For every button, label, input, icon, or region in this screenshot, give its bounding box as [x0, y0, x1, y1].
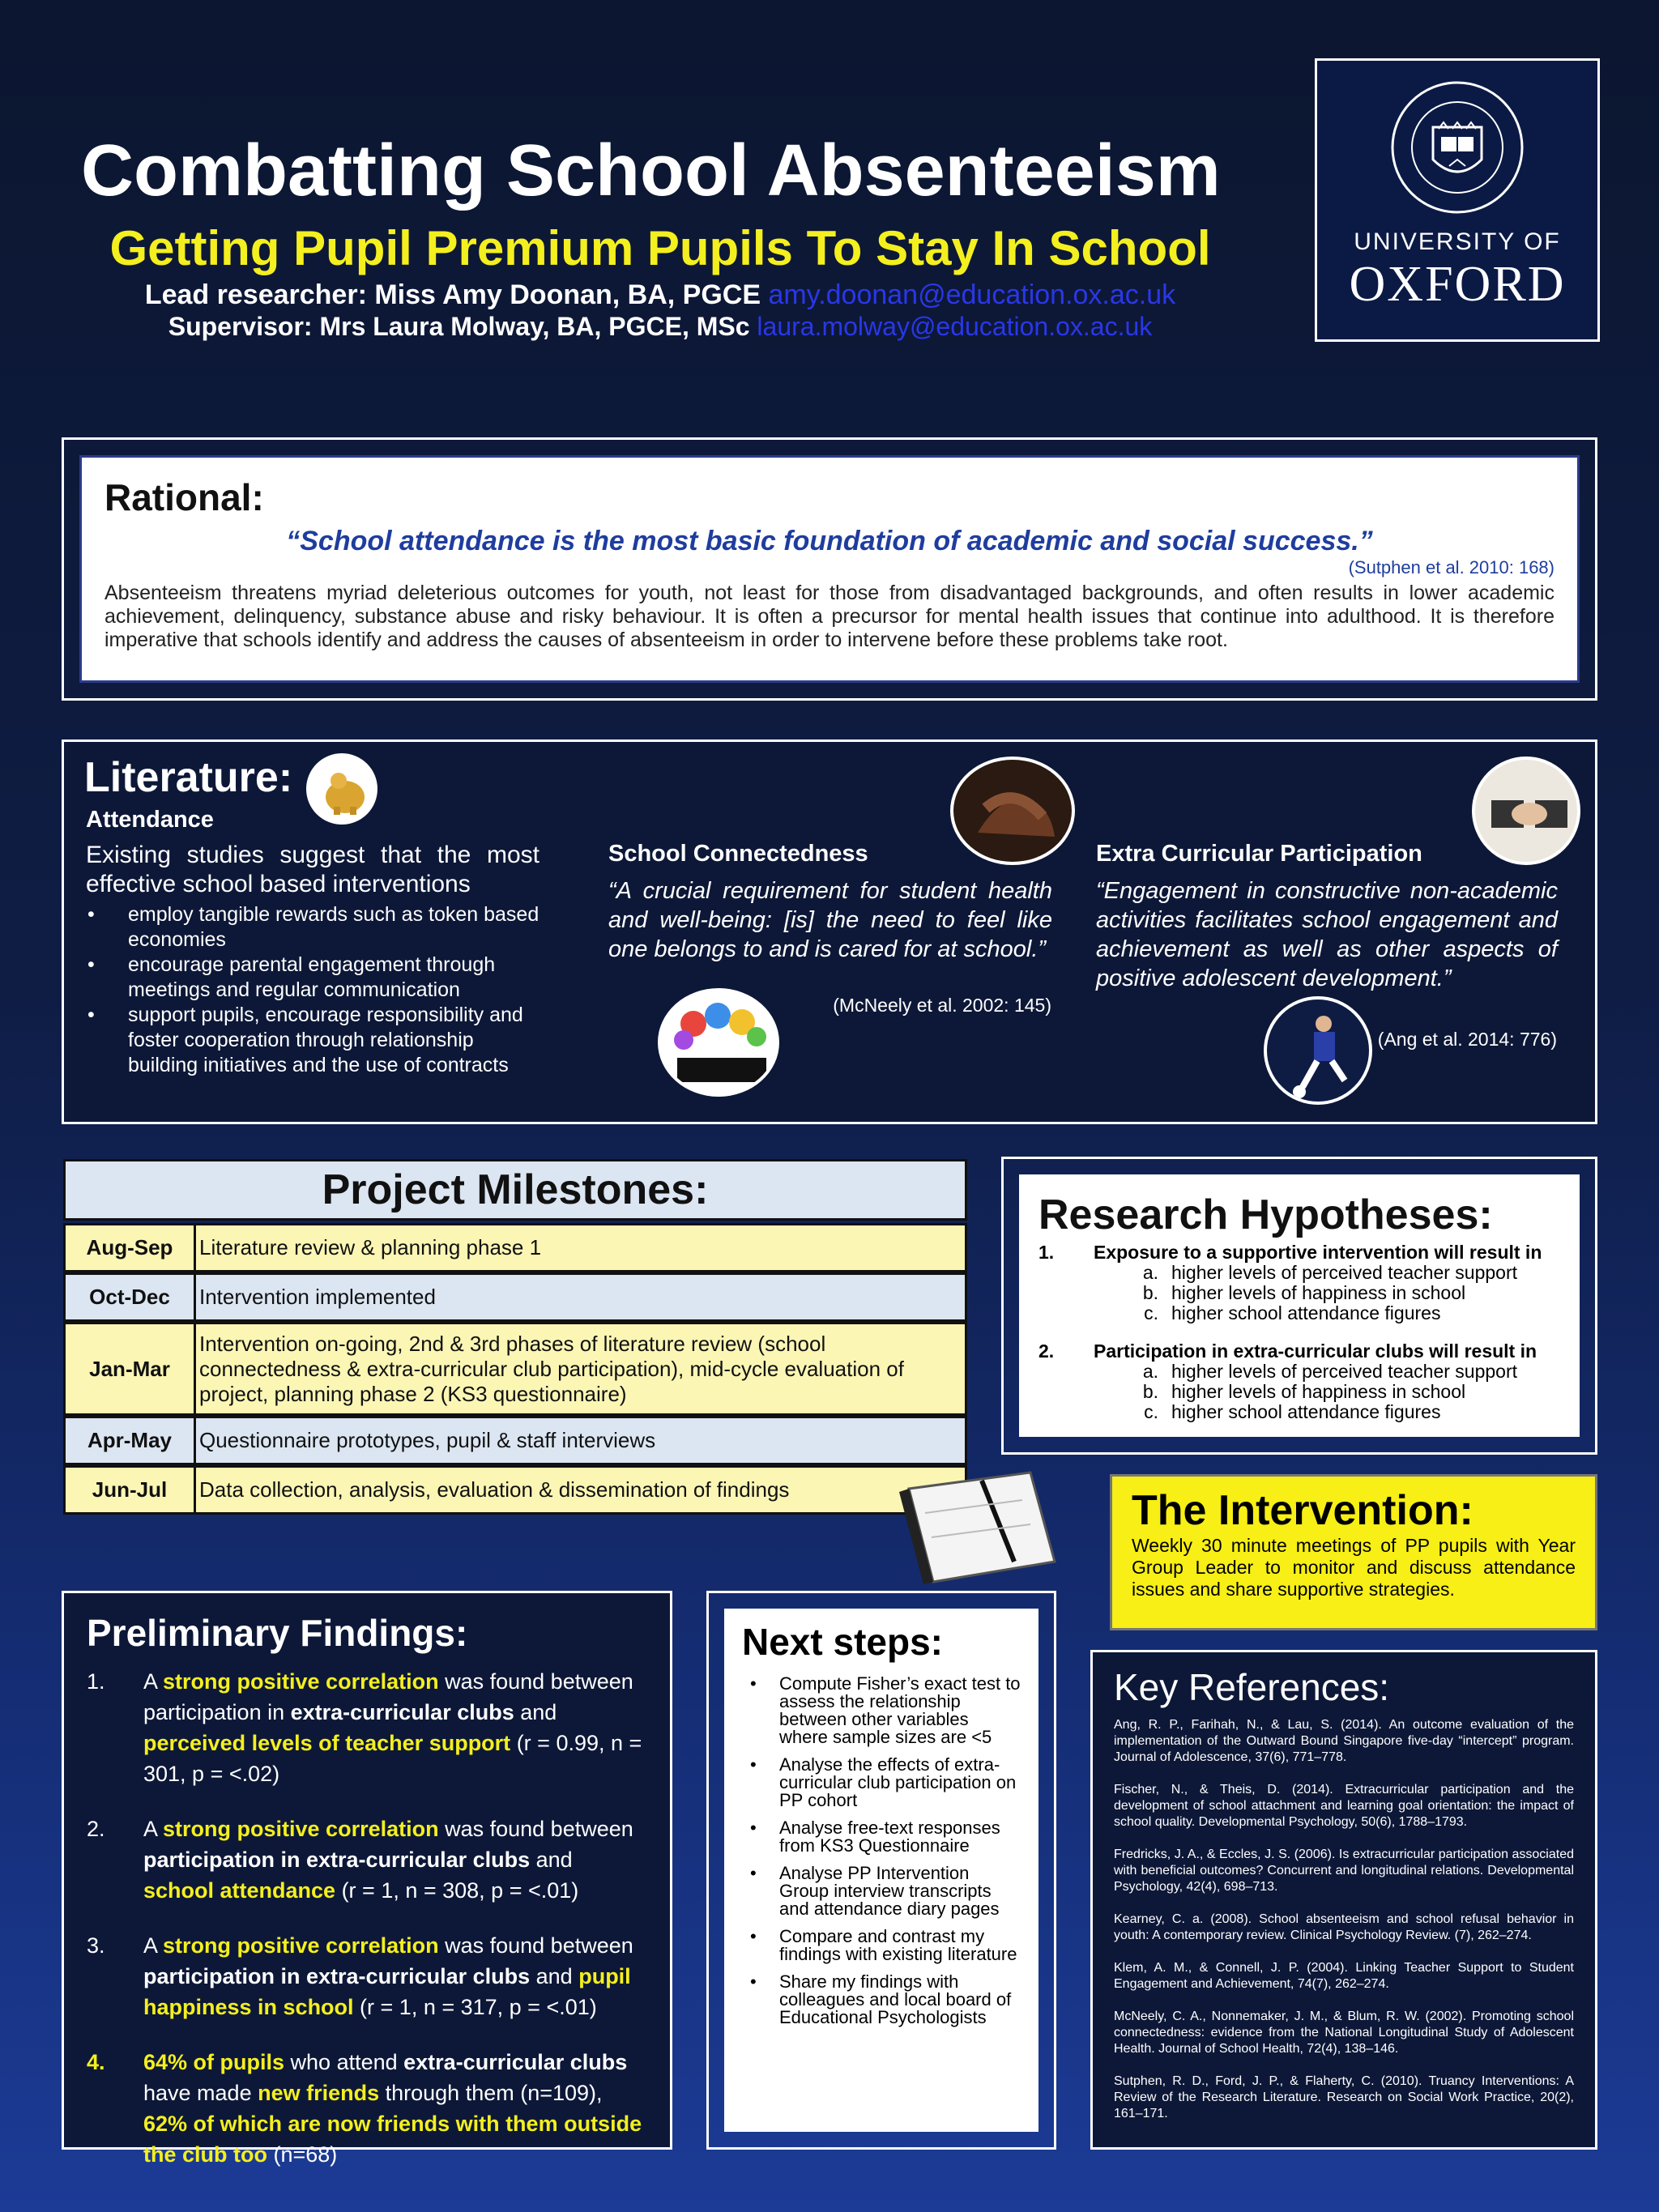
highlight-text: strong positive correlation — [163, 1669, 439, 1694]
rational-heading: Rational: — [104, 476, 264, 518]
milestone-text: Questionnaire prototypes, pupil & staff interviews — [199, 1428, 656, 1452]
hypothesis-sub — [1038, 1303, 1560, 1323]
reference-item: McNeely, C. A., Nonnemaker, J. M., & Blum, R. W. (2002). Promoting school connectedness: evidence from the National Longitudinal Study of Adolescent Health. Journal of School Health, 72(4), 138–146. — [1114, 2010, 1574, 2056]
finding-text — [143, 2047, 647, 2170]
text-run: was found between — [438, 1817, 633, 1841]
highlight-text: school attendance — [143, 1878, 336, 1903]
connectedness-quote: “A crucial requirement for student health and well-being: [is] the need to feel like one belongs to and is cared for at school.” — [608, 878, 1052, 962]
highlight-text: strong positive correlation — [163, 1817, 439, 1841]
text-run: A — [143, 1669, 164, 1694]
text-run: have made — [143, 2081, 258, 2105]
finding-item — [87, 2047, 647, 2170]
business-handshake-icon — [1472, 757, 1580, 865]
text-run: A — [143, 1933, 164, 1958]
milestone-date: Jun-Jul — [66, 1468, 196, 1512]
text-run: through them (n=109), — [379, 2081, 603, 2105]
extracurricular-quote: “Engagement in constructive non-academic activities facilitates school engagement and achievement as well as other aspects of positive adolescent development.” — [1096, 878, 1558, 991]
sub-text: higher school attendance figures — [1171, 1401, 1441, 1422]
stats-text: (n=68) — [267, 2142, 338, 2167]
hypothesis-text: Exposure to a supportive intervention will result in — [1094, 1242, 1542, 1263]
sub-letter: b. — [1142, 1282, 1158, 1303]
list-item: • Compare and contrast my findings with existing literature — [742, 1928, 1021, 1963]
text-run: A — [143, 1817, 164, 1841]
references-panel — [1090, 1650, 1597, 2150]
hypothesis-text: Participation in extra-curricular clubs will result in — [1094, 1340, 1537, 1362]
logo-line-oxford: OXFORD — [1349, 257, 1566, 312]
references-heading: Key References: — [1114, 1666, 1390, 1708]
text-run: was found between — [438, 1933, 633, 1958]
connectedness-citation: (McNeely et al. 2002: 145) — [833, 995, 1051, 1016]
next-steps-panel — [724, 1609, 1038, 2132]
highlight-text: 64% of pupils — [143, 2050, 285, 2074]
list-item: • Share my findings with colleagues and local board of Educational Psychologists — [742, 1973, 1021, 2027]
milestones-heading: Project Milestones: — [63, 1159, 967, 1221]
finding-number: 3. — [87, 1933, 105, 1958]
attendance-bullets — [86, 902, 539, 1078]
milestone-date: Aug-Sep — [66, 1225, 196, 1270]
rational-citation: (Sutphen et al. 2010: 168) — [1348, 557, 1555, 578]
discussion-group-icon — [658, 988, 779, 1097]
milestone-row — [63, 1272, 967, 1322]
reference-item: Kearney, C. a. (2008). School absenteeism and school refusal behavior in youth: A contemporary review. Clinical Psychology Review. (7), 262–274. — [1114, 1912, 1574, 1942]
milestone-row — [63, 1416, 967, 1465]
stats-text: (r = 1, n = 317, p = <.01) — [353, 1995, 597, 2019]
sub-text: higher levels of happiness in school — [1171, 1381, 1466, 1402]
hypotheses-heading: Research Hypotheses: — [1038, 1191, 1493, 1238]
hypothesis-sub — [1038, 1362, 1560, 1382]
finding-text — [143, 1813, 647, 1906]
sub-text: higher levels of happiness in school — [1171, 1282, 1466, 1303]
milestone-date: Oct-Dec — [66, 1275, 196, 1319]
hypothesis-sub — [1038, 1283, 1560, 1303]
bold-text: participation in extra-curricular clubs — [143, 1964, 531, 1988]
milestone-date: Apr-May — [66, 1418, 196, 1463]
hypothesis-item — [1038, 1242, 1560, 1263]
milestone-text: Data collection, analysis, evaluation & dissemination of findings — [199, 1477, 790, 1502]
oxford-seal-icon — [1388, 79, 1526, 216]
sub-text: higher school attendance figures — [1171, 1302, 1441, 1323]
piggy-bank-icon — [306, 753, 377, 825]
attendance-intro: Existing studies suggest that the most effective school based interventions — [86, 842, 539, 897]
milestone-text: Intervention implemented — [199, 1285, 436, 1309]
highlight-text: 62% of which are now friends with them outside the club too — [143, 2112, 642, 2167]
list-item: • Analyse free-text responses from KS3 Questionnaire — [742, 1819, 1021, 1855]
supervisor-label: Supervisor: Mrs Laura Molway, BA, PGCE, MSc — [168, 312, 750, 341]
text-run: and — [530, 1848, 573, 1872]
rational-quote: “School attendance is the most basic foundation of academic and social success.” — [286, 526, 1373, 556]
milestone-row — [63, 1322, 967, 1416]
attendance-title: Attendance — [86, 807, 214, 833]
highlight-text: new friends — [258, 2081, 380, 2105]
milestone-text: Intervention on-going, 2nd & 3rd phases of literature review (school connectedness & extra-curricular club participation), mid-cycle evaluation of project, planning phase 2 (KS3 questionnaire) — [199, 1331, 904, 1406]
stats-text: (r = 0.99, n = 301, p = <.02) — [143, 1731, 642, 1786]
sub-letter: a. — [1142, 1262, 1158, 1283]
extracurricular-title: Extra Curricular Participation — [1096, 841, 1422, 867]
sub-text: higher levels of perceived teacher support — [1171, 1361, 1518, 1382]
text-run: who attend — [284, 2050, 404, 2074]
list-item: • Compute Fisher’s exact test to assess the relationship between other variables where sample sizes are <5 — [742, 1675, 1021, 1746]
milestone-date: Jan-Mar — [66, 1324, 196, 1413]
lead-researcher-label: Lead researcher: Miss Amy Doonan, BA, PGCE — [144, 279, 761, 310]
highlight-text: pupil happiness in school — [143, 1964, 631, 2019]
list-item: • encourage parental engagement through meetings and regular communication — [86, 953, 539, 1003]
hypotheses-list — [1038, 1242, 1560, 1422]
hypothesis-sub — [1038, 1263, 1560, 1283]
sub-letter: c. — [1144, 1302, 1158, 1323]
highlight-text: strong positive correlation — [163, 1933, 439, 1958]
text-run: and — [530, 1964, 579, 1988]
hypotheses-panel — [1019, 1174, 1580, 1437]
finding-number: 4. — [87, 2050, 105, 2074]
text-run: was found between participation in — [143, 1669, 633, 1724]
finding-item — [87, 1813, 647, 1906]
finding-number: 1. — [87, 1669, 105, 1694]
reference-item: Fischer, N., & Theis, D. (2014). Extracurricular participation and the development of school attachment and learning goal orientation: the impact of school quality. Developmental Psychology, 50(6), 1788–1793. — [1114, 1783, 1574, 1829]
intervention-panel — [1110, 1474, 1597, 1630]
highlight-text: perceived levels of teacher support — [143, 1731, 511, 1755]
hypothesis-sub — [1038, 1402, 1560, 1422]
reference-item: Sutphen, R. D., Ford, J. P., & Flaherty, C. (2010). Truancy Interventions: A Review of the Research Literature. Research on Social Work Practice, 20(2), 161–171. — [1114, 2074, 1574, 2120]
bold-text: extra-curricular clubs — [290, 1700, 514, 1724]
finding-text — [143, 1666, 647, 1789]
rational-panel — [79, 455, 1580, 683]
list-item: • Analyse the effects of extra-curricular club participation on PP cohort — [742, 1756, 1021, 1809]
next-steps-heading: Next steps: — [742, 1621, 943, 1663]
poster-title: Combatting School Absenteeism — [81, 130, 1221, 211]
hypothesis-number: 1. — [1038, 1242, 1055, 1263]
lead-researcher — [0, 279, 1320, 311]
hypothesis-number: 2. — [1038, 1340, 1055, 1362]
next-steps-list — [742, 1675, 1021, 2027]
notebook-pen-icon — [893, 1464, 1063, 1586]
milestone-text: Literature review & planning phase 1 — [199, 1235, 542, 1259]
reference-item: Klem, A. M., & Connell, J. P. (2004). Linking Teacher Support to Student Engagement and Achievement, 74(7), 262–274. — [1114, 1961, 1574, 1991]
milestone-row — [63, 1465, 967, 1515]
sub-text: higher levels of perceived teacher support — [1171, 1262, 1518, 1283]
intervention-body: Weekly 30 minute meetings of PP pupils with Year Group Leader to monitor and discuss attendance issues and share supportive strategies. — [1132, 1535, 1576, 1600]
intervention-heading: The Intervention: — [1132, 1487, 1473, 1534]
findings-heading: Preliminary Findings: — [87, 1612, 468, 1654]
hypothesis-sub — [1038, 1382, 1560, 1402]
sub-letter: b. — [1142, 1381, 1158, 1402]
finding-item — [87, 1666, 647, 1789]
list-item: • support pupils, encourage responsibility and foster cooperation through relationship building initiatives and the use of contracts — [86, 1003, 539, 1078]
list-item: • Analyse PP Intervention Group interview transcripts and attendance diary pages — [742, 1865, 1021, 1918]
finding-number: 2. — [87, 1817, 105, 1841]
logo-line-university: UNIVERSITY OF — [1354, 228, 1561, 255]
supervisor — [0, 312, 1320, 342]
stats-text: (r = 1, n = 308, p = <.01) — [335, 1878, 579, 1903]
rational-body: Absenteeism threatens myriad deleterious outcomes for youth, not least for those from disadvantaged backgrounds, and often results in lower academic achievement, delinquency, substance abuse and risky behaviour. It is often a precursor for mental health issues that continue into adulthood. It is therefore imperative that schools identify and address the causes of absenteeism in order to intervene before these problems take root. — [104, 582, 1555, 651]
findings-panel — [62, 1591, 672, 2167]
sub-letter: c. — [1144, 1401, 1158, 1422]
list-item: • employ tangible rewards such as token based economies — [86, 902, 539, 953]
reference-item: Fredricks, J. A., & Eccles, J. S. (2006). Is extracurricular participation associated with beneficial outcomes? Concurrent and longitudinal relations. Developmental Psychology, 42(4), 698–713. — [1114, 1848, 1574, 1894]
handshake-photo-icon — [950, 757, 1075, 865]
reference-item: Ang, R. P., Farihah, N., & Lau, S. (2014). An outcome evaluation of the implementation of the Outward Bound Singapore five-day “intercept” program. Journal of Adolescence, 37(6), 771–778. — [1114, 1718, 1574, 1764]
text-run: and — [514, 1700, 557, 1724]
literature-heading: Literature: — [84, 754, 293, 801]
hypothesis-item — [1038, 1341, 1560, 1362]
connectedness-title: School Connectedness — [608, 841, 868, 867]
oxford-logo — [1315, 58, 1600, 342]
bold-text: extra-curricular clubs — [403, 2050, 628, 2074]
finding-text — [143, 1930, 647, 2022]
milestone-row — [63, 1223, 967, 1272]
lead-email-link[interactable]: amy.doonan@education.ox.ac.uk — [768, 279, 1176, 310]
sub-letter: a. — [1142, 1361, 1158, 1382]
extracurricular-citation: (Ang et al. 2014: 776) — [1377, 1029, 1557, 1050]
supervisor-email-link[interactable]: laura.molway@education.ox.ac.uk — [757, 312, 1153, 341]
poster-subtitle: Getting Pupil Premium Pupils To Stay In School — [109, 221, 1211, 275]
footballer-icon — [1264, 996, 1372, 1105]
finding-item — [87, 1930, 647, 2022]
bold-text: participation in extra-curricular clubs — [143, 1848, 531, 1872]
